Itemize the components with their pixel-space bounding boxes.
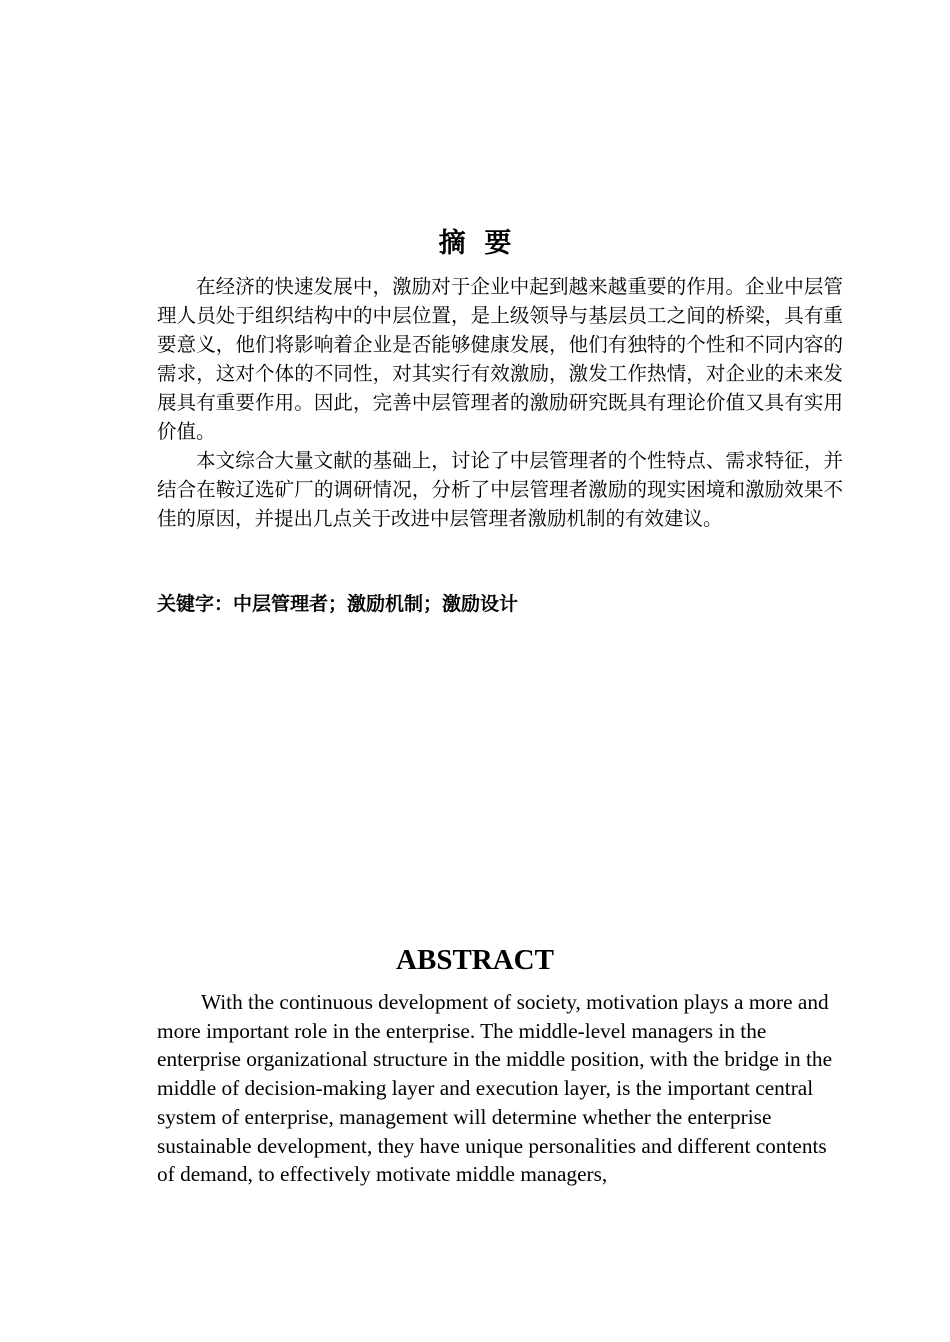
abstract-en-paragraph: With the continuous development of society, motivation plays a more and more important role in the enterprise. The middle-level managers in the enterprise organizational structure in the middle position, with the bridge in the middle of decision-making layer and execution layer, is the important central system of enterprise, management will determine whether the enterprise sustainable development, they have unique personalities and different contents of demand, to effectively motivate middle managers,	[157, 990, 833, 1187]
abstract-cn-body	[157, 272, 843, 533]
abstract-cn-paragraph-1: 在经济的快速发展中，激励对于企业中起到越来越重要的作用。企业中层管理人员处于组织结构中的中层位置，是上级领导与基层员工之间的桥梁，具有重要意义，他们将影响着企业是否能够健康发展，他们有独特的个性和不同内容的需求，这对个体的不同性，对其实行有效激励，激发工作热情，对企业的未来发展具有重要作用。因此，完善中层管理者的激励研究既具有理论价值又具有实用价值。	[157, 275, 843, 443]
abstract-cn-paragraph-2: 本文综合大量文献的基础上，讨论了中层管理者的个性特点、需求特征，并结合在鞍辽选矿厂的调研情况，分析了中层管理者激励的现实困境和激励效果不佳的原因，并提出几点关于改进中层管理者激励机制的有效建议。	[157, 449, 843, 530]
abstract-cn-keywords: 关键字：中层管理者；激励机制；激励设计	[157, 593, 519, 615]
abstract-en-body	[157, 988, 847, 1189]
abstract-en-title: ABSTRACT	[396, 944, 554, 976]
abstract-cn-title: 摘 要	[438, 228, 512, 259]
